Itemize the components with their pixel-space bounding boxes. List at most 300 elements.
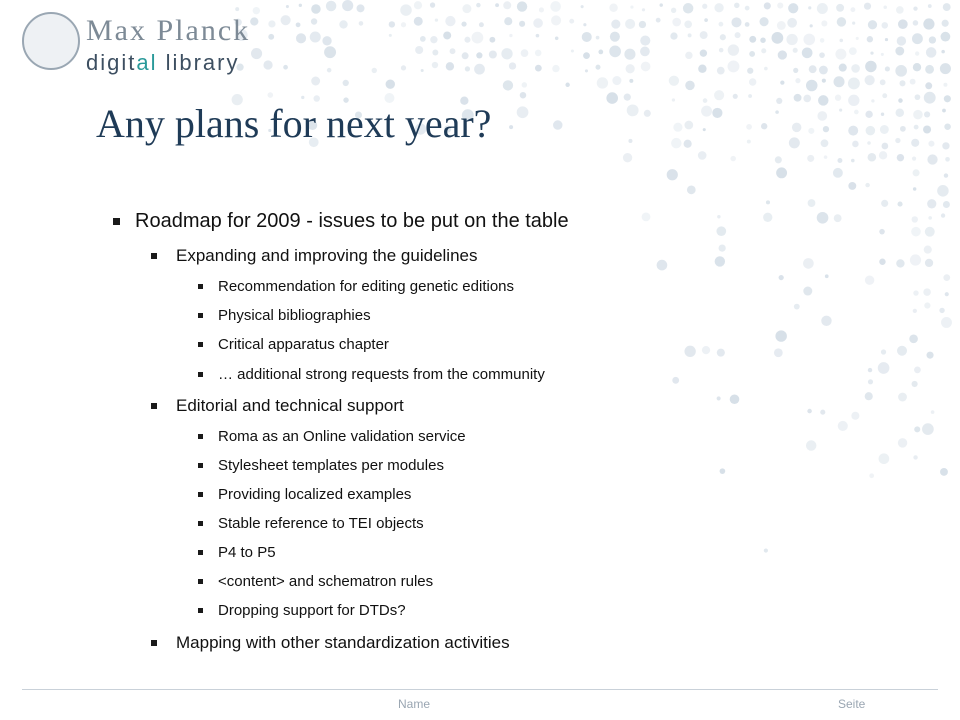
background-dot bbox=[943, 201, 950, 208]
background-dot bbox=[895, 65, 907, 77]
background-dot bbox=[715, 256, 725, 266]
background-dot bbox=[837, 158, 842, 163]
background-dot bbox=[879, 258, 885, 264]
background-dot bbox=[372, 68, 377, 73]
bullet-text: Dropping support for DTDs? bbox=[218, 602, 406, 619]
bullet-item-level-3 bbox=[218, 428, 466, 445]
background-dot bbox=[836, 4, 844, 12]
background-dot bbox=[624, 49, 635, 60]
background-dot bbox=[931, 410, 935, 414]
background-dot bbox=[803, 258, 814, 269]
footer-page-label: Seite bbox=[838, 697, 866, 711]
background-dot bbox=[824, 155, 828, 159]
background-dot bbox=[609, 4, 617, 12]
background-dot bbox=[834, 214, 842, 222]
background-dot bbox=[850, 7, 855, 12]
background-dot bbox=[555, 37, 559, 41]
background-dot bbox=[479, 22, 484, 27]
background-dot bbox=[623, 153, 632, 162]
background-dot bbox=[910, 254, 921, 265]
background-dot bbox=[807, 155, 814, 162]
background-dot bbox=[792, 123, 801, 132]
background-dot bbox=[598, 50, 603, 55]
background-dot bbox=[807, 409, 812, 414]
background-dot bbox=[868, 20, 877, 29]
background-dot bbox=[802, 47, 813, 58]
background-dot bbox=[641, 62, 651, 72]
background-dot bbox=[825, 274, 829, 278]
background-dot bbox=[698, 65, 706, 73]
background-dot bbox=[772, 32, 784, 44]
background-dot bbox=[625, 19, 635, 29]
background-dot bbox=[923, 288, 931, 296]
background-dot bbox=[730, 394, 740, 404]
background-dot bbox=[719, 22, 724, 27]
background-dot bbox=[927, 199, 936, 208]
background-dot bbox=[503, 80, 513, 90]
background-dot bbox=[450, 48, 456, 54]
background-dot bbox=[944, 123, 951, 130]
background-dot bbox=[552, 65, 559, 72]
background-dot bbox=[569, 19, 574, 24]
background-dot bbox=[749, 36, 756, 43]
background-dot bbox=[535, 65, 542, 72]
background-dot bbox=[235, 7, 239, 11]
background-dot bbox=[322, 36, 331, 45]
background-dot bbox=[878, 362, 890, 374]
bullet-item-level-1 bbox=[135, 210, 569, 233]
background-dot bbox=[937, 185, 949, 197]
background-dot bbox=[833, 168, 843, 178]
background-dot bbox=[865, 392, 873, 400]
background-dot bbox=[700, 49, 707, 56]
background-dot bbox=[311, 4, 320, 13]
bullet-text: Mapping with other standardization activities bbox=[176, 633, 510, 652]
background-dot bbox=[851, 159, 855, 163]
background-dot bbox=[789, 137, 800, 148]
bullet-item-level-3 bbox=[218, 486, 411, 503]
background-dot bbox=[924, 111, 930, 117]
minerva-seal-icon bbox=[22, 12, 80, 70]
background-dot bbox=[583, 23, 586, 26]
background-dot bbox=[803, 95, 811, 103]
background-dot bbox=[835, 95, 841, 101]
background-dot bbox=[926, 47, 937, 58]
background-dot bbox=[776, 167, 787, 178]
bullet-text: Physical bibliographies bbox=[218, 307, 371, 324]
background-dot bbox=[775, 110, 779, 114]
background-dot bbox=[472, 32, 484, 44]
background-dot bbox=[714, 90, 724, 100]
background-dot bbox=[414, 17, 423, 26]
background-dot bbox=[766, 200, 770, 204]
background-dot bbox=[925, 227, 935, 237]
background-dot bbox=[866, 126, 875, 135]
background-dot bbox=[730, 156, 735, 161]
background-dot bbox=[432, 62, 438, 68]
background-dot bbox=[717, 215, 720, 218]
background-dot bbox=[728, 44, 739, 55]
background-dot bbox=[311, 77, 320, 86]
background-dot bbox=[787, 18, 797, 28]
background-dot bbox=[712, 108, 722, 118]
square-bullet-icon bbox=[198, 313, 203, 318]
square-bullet-icon bbox=[151, 640, 157, 646]
background-dot bbox=[808, 6, 811, 9]
background-dot bbox=[881, 349, 886, 354]
background-dot bbox=[848, 95, 859, 106]
background-dot bbox=[870, 51, 873, 54]
background-dot bbox=[583, 52, 590, 59]
background-dot bbox=[672, 98, 675, 101]
background-dot bbox=[642, 212, 651, 221]
background-dot bbox=[819, 52, 825, 58]
background-dot bbox=[728, 60, 740, 72]
bullet-text: Editorial and technical support bbox=[176, 396, 404, 415]
bullet-item-level-2 bbox=[176, 396, 404, 416]
background-dot bbox=[793, 48, 798, 53]
background-dot bbox=[357, 4, 365, 12]
background-dot bbox=[684, 140, 692, 148]
background-dot bbox=[551, 15, 561, 25]
square-bullet-icon bbox=[198, 284, 203, 289]
background-dot bbox=[774, 348, 783, 357]
background-dot bbox=[687, 185, 696, 194]
background-dot bbox=[913, 187, 916, 190]
square-bullet-icon bbox=[151, 253, 157, 259]
background-dot bbox=[401, 65, 406, 70]
background-dot bbox=[717, 67, 725, 75]
background-dot bbox=[462, 52, 469, 59]
background-dot bbox=[879, 229, 885, 235]
background-dot bbox=[839, 64, 847, 72]
background-dot bbox=[311, 18, 317, 24]
bullet-text: <content> and schematron rules bbox=[218, 573, 434, 590]
background-dot bbox=[585, 69, 588, 72]
background-dot bbox=[717, 349, 725, 357]
background-dot bbox=[684, 20, 692, 28]
background-dot bbox=[883, 6, 887, 10]
background-dot bbox=[533, 18, 543, 28]
bullet-text: P4 to P5 bbox=[218, 544, 276, 561]
square-bullet-icon bbox=[198, 608, 203, 613]
background-dot bbox=[745, 6, 750, 11]
background-dot bbox=[731, 17, 741, 27]
background-dot bbox=[747, 68, 753, 74]
background-dot bbox=[720, 34, 726, 40]
background-dot bbox=[286, 5, 289, 8]
background-dot bbox=[849, 47, 857, 55]
background-dot bbox=[909, 334, 918, 343]
background-dot bbox=[912, 216, 918, 222]
background-dot bbox=[520, 92, 527, 99]
logo-digital-part1: digit bbox=[86, 50, 137, 75]
background-dot bbox=[882, 93, 887, 98]
bullet-text: … additional strong requests from the community bbox=[218, 366, 545, 383]
background-dot bbox=[944, 95, 951, 102]
bullet-item-level-3 bbox=[218, 602, 406, 619]
background-dot bbox=[775, 156, 782, 163]
background-dot bbox=[250, 17, 258, 25]
background-dot bbox=[420, 36, 426, 42]
background-dot bbox=[821, 316, 831, 326]
background-dot bbox=[896, 6, 904, 14]
background-dot bbox=[898, 202, 903, 207]
background-dot bbox=[939, 308, 944, 313]
background-dot bbox=[702, 4, 707, 9]
background-dot bbox=[595, 65, 600, 70]
background-dot bbox=[941, 32, 951, 42]
square-bullet-icon bbox=[151, 403, 157, 409]
logo-digital-part2: library bbox=[157, 50, 240, 75]
background-dot bbox=[940, 468, 948, 476]
background-dot bbox=[899, 80, 905, 86]
background-dot bbox=[764, 548, 768, 552]
background-dot bbox=[435, 18, 438, 21]
background-dot bbox=[940, 63, 951, 74]
background-dot bbox=[597, 77, 608, 88]
background-dot bbox=[925, 82, 932, 89]
background-dot bbox=[324, 46, 336, 58]
square-bullet-icon bbox=[198, 521, 203, 526]
square-bullet-icon bbox=[198, 372, 203, 377]
background-dot bbox=[571, 50, 574, 53]
background-dot bbox=[421, 69, 424, 72]
background-dot bbox=[822, 79, 826, 83]
background-dot bbox=[465, 66, 470, 71]
background-dot bbox=[673, 123, 682, 132]
background-dot bbox=[924, 246, 932, 254]
background-dot bbox=[301, 96, 304, 99]
background-dot bbox=[672, 18, 681, 27]
background-dot bbox=[839, 109, 842, 112]
footer-divider bbox=[22, 689, 938, 690]
background-dot bbox=[786, 34, 797, 45]
background-dot bbox=[283, 65, 288, 70]
background-dot bbox=[808, 128, 814, 134]
bullet-item-level-3 bbox=[218, 573, 433, 590]
background-dot bbox=[928, 141, 934, 147]
background-dot bbox=[794, 94, 802, 102]
background-dot bbox=[922, 423, 934, 435]
background-dot bbox=[443, 31, 451, 39]
background-dot bbox=[667, 169, 678, 180]
background-dot bbox=[671, 138, 681, 148]
background-dot bbox=[943, 274, 950, 281]
background-dot bbox=[913, 309, 917, 313]
background-dot bbox=[251, 48, 262, 59]
background-dot bbox=[628, 139, 632, 143]
background-dot bbox=[522, 82, 528, 88]
background-dot bbox=[400, 4, 412, 16]
square-bullet-icon bbox=[113, 218, 120, 225]
background-dot bbox=[941, 213, 945, 217]
background-dot bbox=[684, 346, 695, 357]
background-dot bbox=[474, 64, 485, 75]
background-dot bbox=[401, 22, 406, 27]
background-dot bbox=[923, 125, 931, 133]
background-dot bbox=[838, 421, 848, 431]
background-dot bbox=[733, 94, 738, 99]
background-dot bbox=[924, 302, 930, 308]
background-dot bbox=[642, 8, 645, 11]
background-dot bbox=[359, 21, 364, 26]
background-dot bbox=[327, 68, 332, 73]
background-dot bbox=[703, 128, 706, 131]
background-dot bbox=[823, 126, 829, 132]
background-dot bbox=[818, 95, 828, 105]
background-dot bbox=[489, 37, 495, 43]
background-dot bbox=[927, 352, 934, 359]
background-dot bbox=[719, 48, 724, 53]
background-dot bbox=[760, 37, 766, 43]
background-dot bbox=[253, 7, 260, 14]
logo-line-max-planck: Max Planck bbox=[86, 14, 251, 47]
background-dot bbox=[509, 34, 512, 37]
background-dot bbox=[809, 65, 817, 73]
background-dot bbox=[897, 346, 907, 356]
background-dot bbox=[834, 76, 845, 87]
background-dot bbox=[943, 3, 951, 11]
background-dot bbox=[898, 393, 907, 402]
background-dot bbox=[748, 94, 752, 98]
bullet-item-level-3 bbox=[218, 278, 514, 295]
background-dot bbox=[910, 79, 916, 85]
background-dot bbox=[763, 213, 772, 222]
background-dot bbox=[776, 98, 782, 104]
logo-digital-accent: al bbox=[136, 50, 158, 75]
background-dot bbox=[896, 259, 904, 267]
background-dot bbox=[865, 75, 875, 85]
background-dot bbox=[925, 65, 934, 74]
background-dot bbox=[659, 3, 662, 6]
background-dot bbox=[611, 20, 620, 29]
bullet-item-level-3 bbox=[218, 515, 424, 532]
bullet-item-level-3 bbox=[218, 307, 371, 324]
background-dot bbox=[868, 153, 877, 162]
background-dot bbox=[942, 142, 949, 149]
background-dot bbox=[942, 20, 949, 27]
background-dot bbox=[867, 141, 871, 145]
square-bullet-icon bbox=[198, 550, 203, 555]
background-dot bbox=[553, 120, 562, 129]
background-dot bbox=[898, 438, 907, 447]
background-dot bbox=[582, 32, 592, 42]
background-dot bbox=[606, 92, 618, 104]
background-dot bbox=[913, 6, 917, 10]
background-dot bbox=[745, 22, 750, 27]
background-dot bbox=[521, 49, 529, 57]
background-dot bbox=[913, 455, 917, 459]
background-dot bbox=[835, 49, 846, 60]
background-dot bbox=[869, 473, 874, 478]
background-dot bbox=[897, 36, 906, 45]
background-dot bbox=[389, 34, 392, 37]
background-dot bbox=[885, 66, 890, 71]
background-dot bbox=[942, 109, 946, 113]
background-dot bbox=[749, 51, 755, 57]
bullet-item-level-2 bbox=[176, 246, 477, 266]
background-dot bbox=[924, 92, 936, 104]
background-dot bbox=[719, 244, 726, 251]
background-dot bbox=[735, 32, 741, 38]
background-dot bbox=[881, 200, 888, 207]
bullet-text: Stylesheet templates per modules bbox=[218, 457, 444, 474]
background-dot bbox=[780, 80, 784, 84]
background-dot bbox=[684, 121, 693, 130]
square-bullet-icon bbox=[198, 463, 203, 468]
background-dot bbox=[701, 106, 712, 117]
background-dot bbox=[281, 15, 291, 25]
background-dot bbox=[685, 81, 695, 91]
background-dot bbox=[817, 111, 827, 121]
background-dot bbox=[386, 79, 395, 88]
background-dot bbox=[927, 154, 937, 164]
bullet-text: Roadmap for 2009 - issues to be put on the table bbox=[135, 210, 569, 232]
background-dot bbox=[817, 3, 828, 14]
background-dot bbox=[881, 113, 884, 116]
background-dot bbox=[339, 20, 347, 28]
background-dot bbox=[912, 33, 923, 44]
background-dot bbox=[268, 34, 274, 40]
bullet-text: Critical apparatus chapter bbox=[218, 336, 389, 353]
background-dot bbox=[296, 22, 301, 27]
background-dot bbox=[596, 36, 600, 40]
background-dot bbox=[897, 154, 904, 161]
background-dot bbox=[928, 216, 932, 220]
background-dot bbox=[539, 7, 544, 12]
background-dot bbox=[868, 379, 873, 384]
background-dot bbox=[943, 83, 947, 87]
background-dot bbox=[913, 20, 919, 26]
background-dot bbox=[879, 453, 890, 464]
background-dot bbox=[630, 5, 633, 8]
background-dot bbox=[852, 22, 855, 25]
background-dot bbox=[430, 36, 437, 43]
background-dot bbox=[644, 110, 651, 117]
slide-title: Any plans for next year? bbox=[96, 101, 492, 146]
background-dot bbox=[415, 46, 423, 54]
logo-line-digital-library bbox=[86, 50, 240, 76]
background-dot bbox=[747, 140, 751, 144]
background-dot bbox=[900, 126, 906, 132]
background-dot bbox=[913, 110, 923, 120]
background-dot bbox=[476, 52, 482, 58]
background-dot bbox=[803, 34, 815, 46]
background-dot bbox=[788, 3, 798, 13]
square-bullet-icon bbox=[198, 579, 203, 584]
background-dot bbox=[489, 50, 497, 58]
background-dot bbox=[430, 2, 435, 7]
background-dot bbox=[945, 292, 949, 296]
background-dot bbox=[944, 173, 948, 177]
background-dot bbox=[535, 50, 542, 57]
background-dot bbox=[640, 36, 650, 46]
background-dot bbox=[911, 227, 921, 237]
background-dot bbox=[912, 157, 916, 161]
background-dot bbox=[777, 21, 786, 30]
square-bullet-icon bbox=[198, 434, 203, 439]
background-dot bbox=[669, 76, 679, 86]
background-dot bbox=[820, 38, 825, 43]
background-dot bbox=[759, 17, 768, 26]
background-dot bbox=[913, 290, 918, 295]
background-dot bbox=[445, 16, 455, 26]
background-dot bbox=[880, 79, 886, 85]
background-dot bbox=[848, 182, 856, 190]
bullet-item-level-3 bbox=[218, 336, 389, 353]
background-dot bbox=[821, 139, 829, 147]
